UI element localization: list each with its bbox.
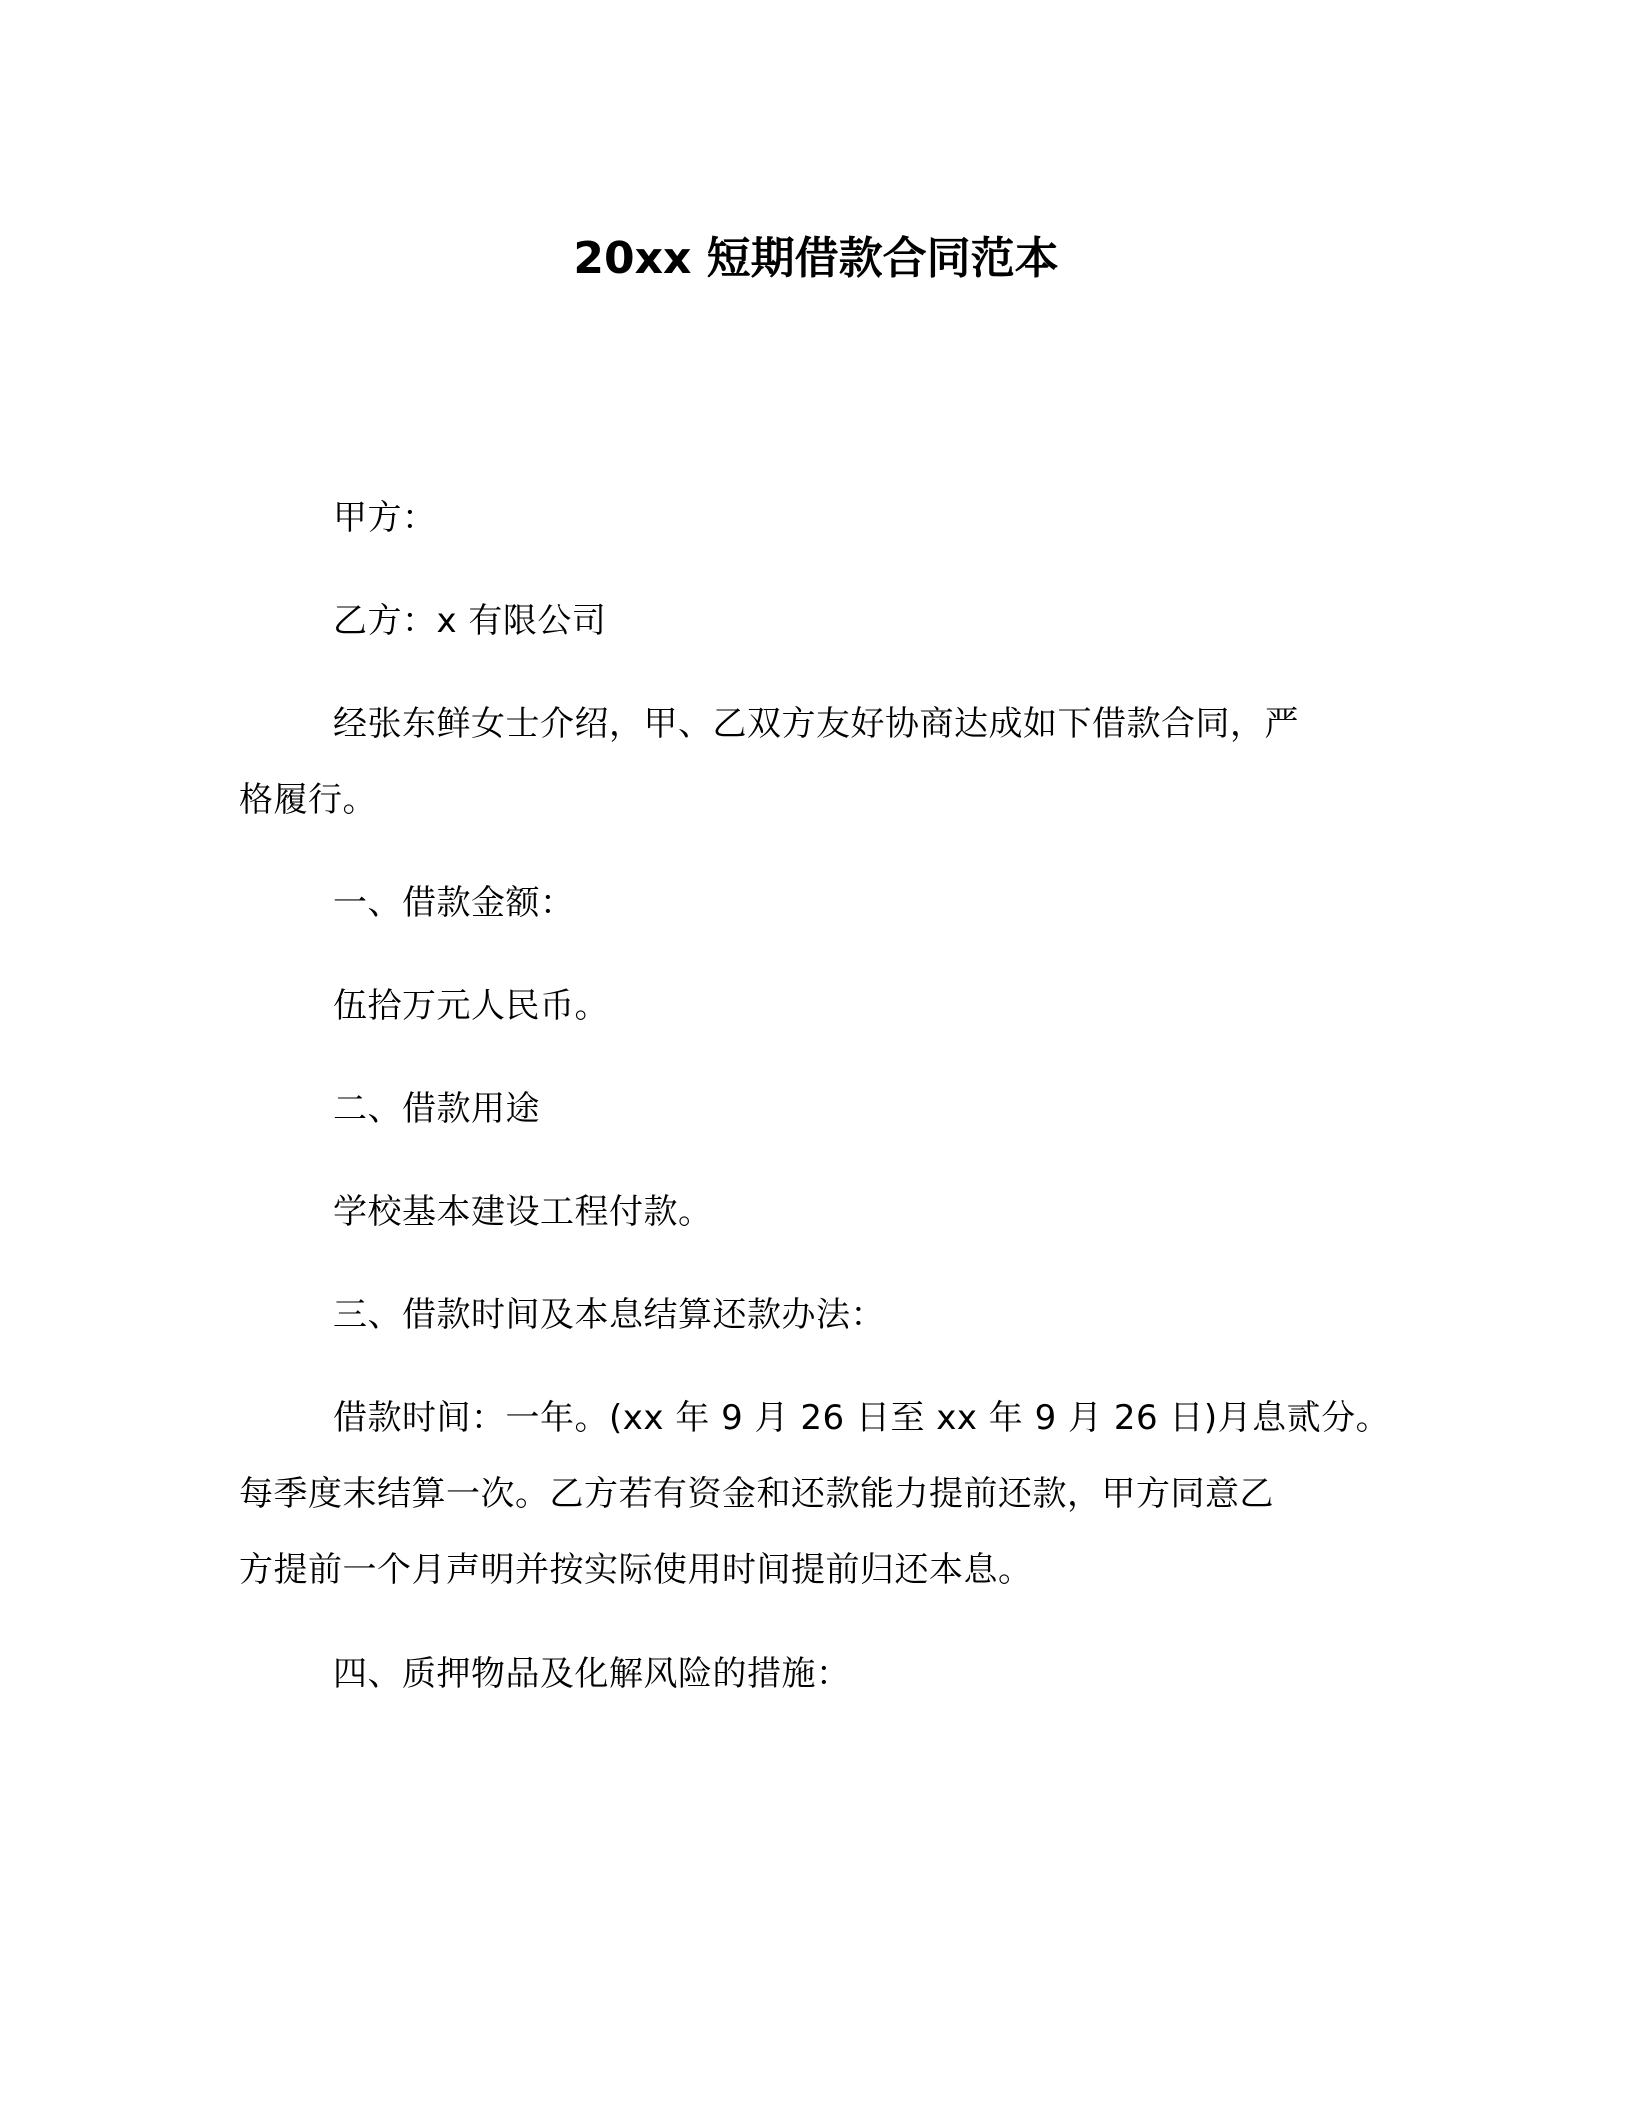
- section-4-heading: 四、质押物品及化解风险的措施：: [333, 1654, 851, 1694]
- section-2-heading: 二、借款用途: [333, 1089, 540, 1129]
- intro-line-1: 经张东鲜女士介绍，甲、乙双方友好协商达成如下借款合同，严: [333, 704, 1299, 744]
- party-b-line: 乙方：x 有限公司: [333, 601, 607, 641]
- intro-line-2: 格履行。: [239, 780, 377, 820]
- party-a-line: 甲方：: [333, 498, 437, 538]
- section-1-heading: 一、借款金额：: [333, 883, 575, 923]
- section-3-line-3: 方提前一个月声明并按实际使用时间提前归还本息。: [239, 1550, 1033, 1590]
- section-2-body: 学校基本建设工程付款。: [333, 1192, 713, 1232]
- section-1-body: 伍拾万元人民币。: [333, 986, 609, 1026]
- section-3-line-2: 每季度末结算一次。乙方若有资金和还款能力提前还款，甲方同意乙: [239, 1474, 1274, 1514]
- section-3-line-1: 借款时间：一年。(xx 年 9 月 26 日至 xx 年 9 月 26 日)月息贰分。: [333, 1398, 1391, 1438]
- section-3-heading: 三、借款时间及本息结算还款办法：: [333, 1295, 885, 1335]
- document-title: 20xx 短期借款合同范本: [573, 233, 1059, 284]
